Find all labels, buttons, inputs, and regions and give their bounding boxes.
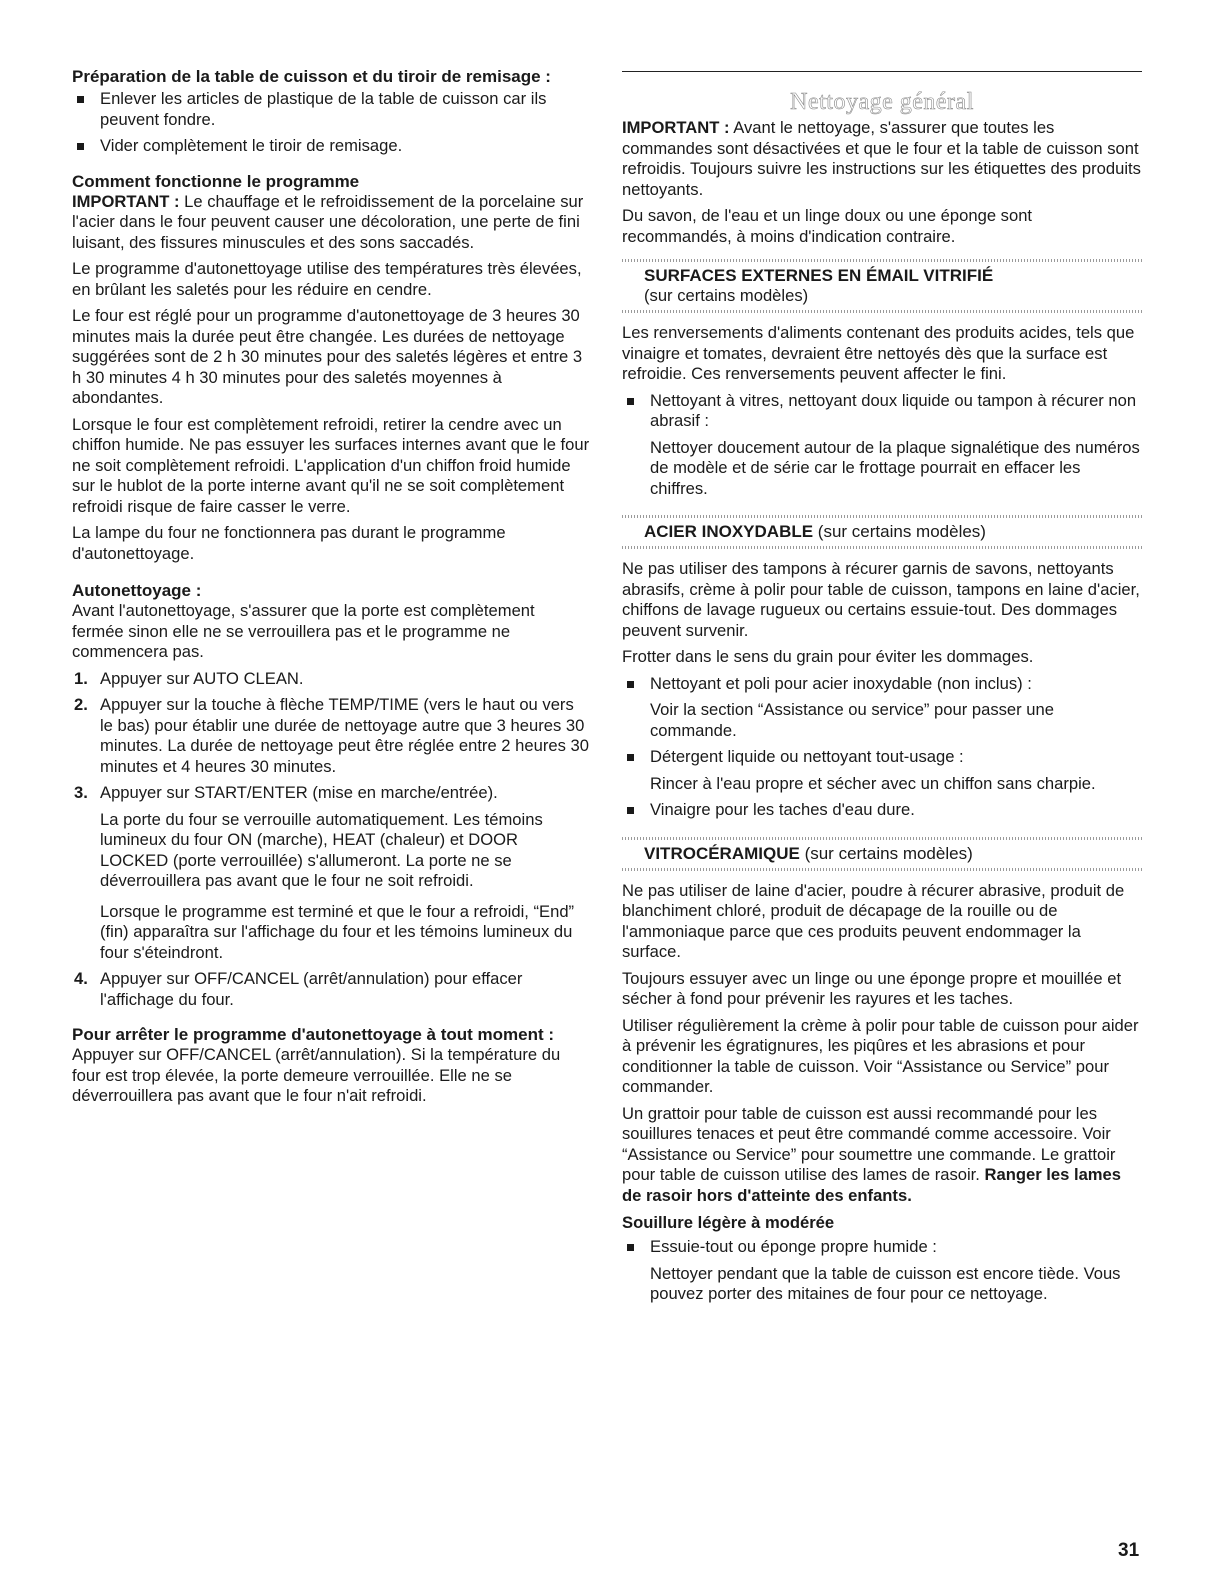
step-number: 3. bbox=[74, 783, 88, 802]
top-rule bbox=[622, 71, 1142, 72]
steel-section-header bbox=[622, 518, 1142, 546]
stop-heading: Pour arrêter le programme d'autonettoyage à tout moment : bbox=[72, 1025, 555, 1044]
how-important-text: Le chauffage et le refroidissement de la porcelaine sur l'acier dans le four peuvent causer une décoloration, une perte de fini luisant, des fissures minuscules et des sons saccadés. bbox=[72, 191, 584, 252]
section-title: Nettoyage général bbox=[790, 89, 974, 115]
ceramic-paragraph-1: Ne pas utiliser de laine d'acier, poudre à récurer abrasive, produit de blanchiment chloré, produit de décapage de la rouille ou de l'ammoniaque parce que ces produits peuvent endommager la surface. bbox=[622, 880, 1125, 961]
steel-bullet-2-detail: Rincer à l'eau propre et sécher avec un chiffon sans charpie. bbox=[650, 773, 1096, 793]
how-heading: Comment fonctionne le programme bbox=[72, 171, 360, 191]
stop-text: Appuyer sur OFF/CANCEL (arrêt/annulation). Si la température du four est trop élevée, la porte demeure verrouillée. Elle ne se déverrouillera pas avant que le four n'ait refroidi. bbox=[72, 1045, 561, 1105]
dotted-divider bbox=[622, 310, 1142, 313]
steel-bullet-1-detail: Voir la section “Assistance ou service” pour passer une commande. bbox=[650, 700, 1054, 740]
general-important bbox=[622, 118, 1142, 200]
dotted-divider bbox=[622, 868, 1142, 871]
step-text: Appuyer sur la touche à flèche TEMP/TIME (vers le haut ou vers le bas) pour établir une durée de nettoyage autre que 3 heures 30 minutes. La durée de nettoyage peut être réglée entre 2 heures 30 minutes et 4 heures 30 minutes. bbox=[100, 695, 589, 776]
step-number: 1. bbox=[74, 668, 88, 688]
prep-heading: Préparation de la table de cuisson et du tiroir de remisage : bbox=[72, 67, 551, 86]
enamel-paragraph: Les renversements d'aliments contenant des produits acides, tels que vinaigre et tomates, devraient être nettoyés dès que la surface est refroidie. Ces renversements peuvent affecter le fini. bbox=[622, 323, 1135, 383]
left-column bbox=[72, 66, 590, 1113]
page-number: 31 bbox=[1118, 1540, 1140, 1561]
step-number: 2. bbox=[74, 695, 88, 714]
autoclean-intro: Avant l'autonettoyage, s'assurer que la porte est complètement fermée sinon elle ne se verrouillera pas et le programme ne commencera pas. bbox=[72, 601, 535, 661]
general-important-text: Avant le nettoyage, s'assurer que toutes les commandes sont désactivées et que le four et la table de cuisson sont refroidis. Toujours suivre les instructions sur les étiquettes des produits nettoyants. bbox=[622, 118, 1141, 199]
steel-paragraph-2: Frotter dans le sens du grain pour éviter les dommages. bbox=[622, 647, 1034, 666]
steel-bullet-2: Détergent liquide ou nettoyant tout-usage : bbox=[622, 747, 1142, 768]
soil-bullet: Essuie-tout ou éponge propre humide : bbox=[622, 1237, 1142, 1258]
ceramic-note: (sur certains modèles) bbox=[799, 843, 973, 863]
ceramic-heading-text: VITROCÉRAMIQUE bbox=[644, 843, 800, 863]
steel-heading bbox=[644, 522, 1142, 542]
step-3-detail-1: La porte du four se verrouille automatiquement. Les témoins lumineux du four ON (marche), HEAT (chaleur) et DOOR LOCKED (porte verrouillée) s'allumeront. La porte ne se déverrouillera pas avant que le four ne soit refroidi. bbox=[100, 809, 543, 890]
steel-bullet-3: Vinaigre pour les taches d'eau dure. bbox=[622, 800, 1142, 821]
enamel-detail: Nettoyer doucement autour de la plaque signalétique des numéros de modèle et de série car le frottage pourrait en effacer les chiffres. bbox=[650, 437, 1140, 498]
how-paragraph-2: Le programme d'autonettoyage utilise des températures très élevées, en brûlant les saletés pour les réduire en cendre. bbox=[72, 259, 582, 299]
ceramic-heading bbox=[644, 844, 1142, 864]
steel-bullet-1: Nettoyant et poli pour acier inoxydable (non inclus) : bbox=[622, 674, 1142, 695]
enamel-note: (sur certains modèles) bbox=[644, 286, 809, 305]
steel-note: (sur certains modèles) bbox=[813, 522, 986, 541]
how-paragraph-3: Le four est réglé pour un programme d'autonettoyage de 3 heures 30 minutes mais la durée peut être changée. Les durées de nettoyage suggérées sont de 2 h 30 minutes pour des saletés légères et entre 3 h 30 minutes 4 h 30 minutes pour des saletés moyennes à abondantes. bbox=[72, 306, 583, 407]
important-label: IMPORTANT : bbox=[72, 191, 180, 211]
enamel-section-header bbox=[622, 262, 1142, 310]
autoclean-steps bbox=[72, 669, 590, 1011]
ceramic-section-header bbox=[622, 840, 1142, 868]
step-text: Appuyer sur AUTO CLEAN. bbox=[100, 668, 304, 688]
dotted-divider bbox=[622, 546, 1142, 549]
how-paragraph-5: La lampe du four ne fonctionnera pas durant le programme d'autonettoyage. bbox=[72, 523, 506, 563]
ceramic-warning: Ranger les lames de rasoir hors d'atteinte des enfants. bbox=[622, 1165, 1122, 1205]
steel-heading-text: ACIER INOXYDABLE bbox=[644, 522, 814, 541]
step-4 bbox=[72, 969, 590, 1010]
soil-detail: Nettoyer pendant que la table de cuisson est encore tiède. Vous pouvez porter des mitaines de four pour ce nettoyage. bbox=[650, 1263, 1121, 1303]
prep-bullet-2: Vider complètement le tiroir de remisage. bbox=[72, 136, 590, 157]
soil-heading: Souillure légère à modérée bbox=[622, 1213, 835, 1232]
step-text: Appuyer sur START/ENTER (mise en marche/entrée). bbox=[100, 783, 498, 802]
how-paragraph-4: Lorsque le four est complètement refroidi, retirer la cendre avec un chiffon humide. Ne pas essuyer les surfaces internes avant que le four ne soit complètement refroidi. L'application d'un chiffon froid humide sur le hublot de la porte interne avant qu'il ne se soit complètement refroidi risque de faire casser le verre. bbox=[72, 414, 590, 516]
ceramic-paragraph-2: Toujours essuyer avec un linge ou une éponge propre et mouillée et sécher à fond pour prévenir les rayures et les taches. bbox=[622, 968, 1122, 1008]
enamel-heading: SURFACES EXTERNES EN ÉMAIL VITRIFIÉ bbox=[644, 266, 994, 285]
how-important bbox=[72, 192, 590, 254]
step-number: 4. bbox=[74, 969, 88, 988]
right-column bbox=[622, 88, 1142, 1311]
enamel-bullet: Nettoyant à vitres, nettoyant doux liquide ou tampon à récurer non abrasif : bbox=[622, 391, 1142, 432]
steel-paragraph-1: Ne pas utiliser des tampons à récurer garnis de savons, nettoyants abrasifs, crème à polir pour table de cuisson, tampons en laine d'acier, chiffons de lavage rugueux ou certains essuie-tout. Des dommages peuvent survenir. bbox=[622, 559, 1140, 640]
autoclean-heading: Autonettoyage : bbox=[72, 581, 202, 600]
ceramic-paragraph-4 bbox=[622, 1104, 1142, 1207]
ceramic-paragraph-4-text: Un grattoir pour table de cuisson est aussi recommandé pour les souillures tenaces et peut être commandé comme accessoire. Voir “Assistance ou Service” pour soumettre une commande. Le grattoir pour table de cuisson utilise des lames de rasoir. bbox=[622, 1103, 1116, 1184]
step-text: Appuyer sur OFF/CANCEL (arrêt/annulation) pour effacer l'affichage du four. bbox=[100, 969, 523, 1009]
ceramic-paragraph-3: Utiliser régulièrement la crème à polir pour table de cuisson pour aider à prévenir les égratignures, les piqûres et les abrasions et pour conditionner la table de cuisson. Voir “Assistance ou Service” pour commander. bbox=[622, 1015, 1139, 1096]
step-3 bbox=[72, 783, 590, 963]
general-paragraph-2: Du savon, de l'eau et un linge doux ou une éponge sont recommandés, à moins d'indication contraire. bbox=[622, 206, 1033, 246]
prep-bullet-1: Enlever les articles de plastique de la table de cuisson car ils peuvent fondre. bbox=[72, 89, 590, 130]
step-1 bbox=[72, 669, 590, 690]
important-label: IMPORTANT : bbox=[622, 118, 730, 137]
step-2 bbox=[72, 695, 590, 777]
step-3-detail-2: Lorsque le programme est terminé et que le four a refroidi, “End” (fin) apparaîtra sur l'affichage du four et les témoins lumineux du four s'éteindront. bbox=[100, 901, 575, 962]
